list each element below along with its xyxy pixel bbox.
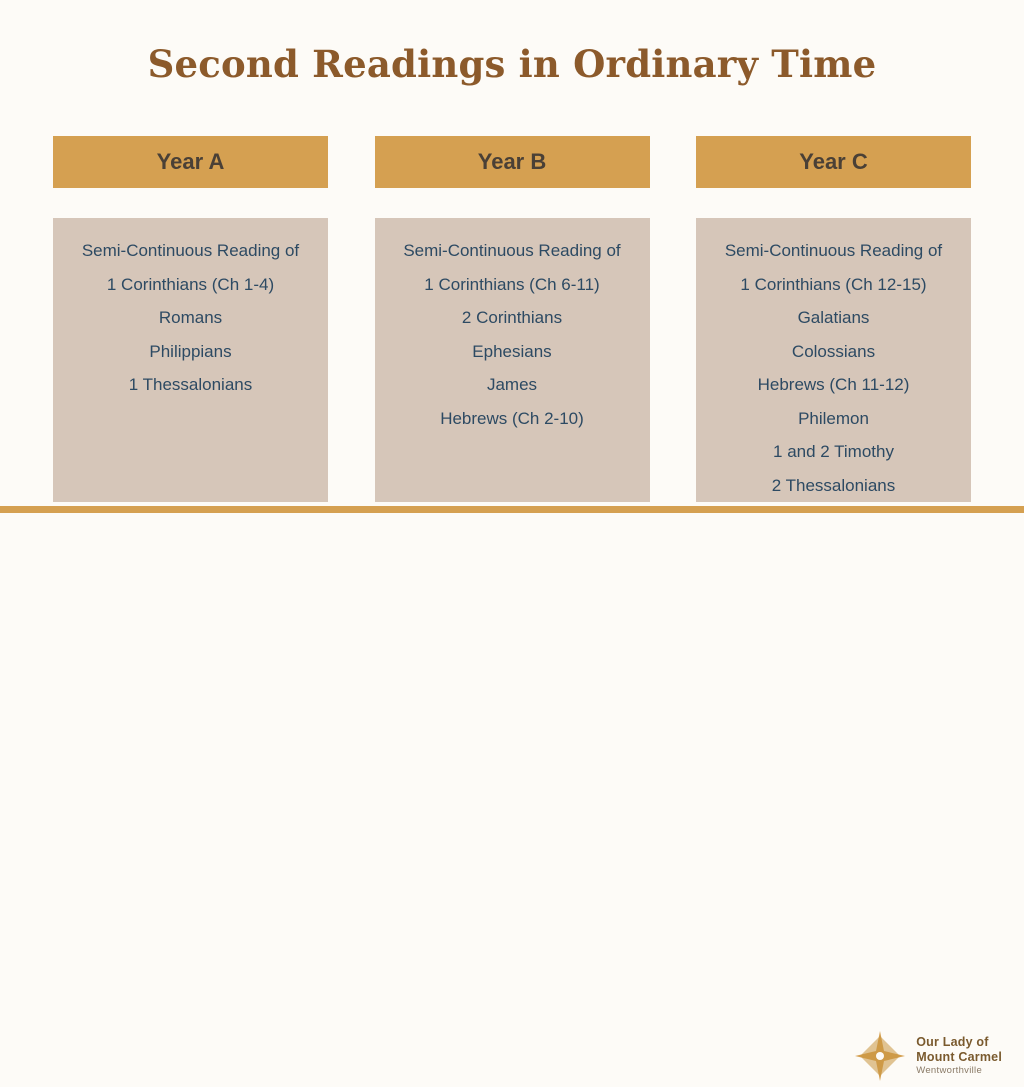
footer: [0, 513, 1024, 1076]
column-header-year-b: Year B: [375, 136, 650, 188]
list-item: 1 Corinthians (Ch 6-11): [424, 274, 600, 294]
list-item: Hebrews (Ch 11-12): [757, 375, 910, 394]
list-item: Galatians: [797, 308, 870, 327]
list-item: 1 and 2 Timothy: [773, 442, 894, 461]
list-item: Colossians: [791, 341, 876, 361]
list-item: Ephesians: [472, 341, 552, 361]
year-columns: [53, 136, 971, 502]
column-header-year-c: Year C: [696, 136, 971, 188]
eight-pointed-star-icon: [854, 1030, 906, 1082]
list-item: 1 Corinthians (Ch 12-15): [740, 274, 927, 294]
list-item: Hebrews (Ch 2-10): [440, 408, 584, 428]
column-year-b: [375, 136, 650, 502]
column-year-a: [53, 136, 328, 502]
list-item: Philemon: [798, 408, 869, 428]
logo-line-1: Our Lady of: [916, 1035, 989, 1050]
list-item: 1 Thessalonians: [128, 375, 253, 394]
logo-text: [916, 1035, 1002, 1077]
list-item: Semi-Continuous Reading of: [81, 241, 300, 260]
logo-line-3: Wentworthville: [916, 1064, 983, 1076]
list-item: Philippians: [149, 341, 232, 361]
footer-divider: [0, 506, 1024, 513]
logo-line-2: Mount Carmel: [916, 1049, 1002, 1064]
list-item: Romans: [158, 308, 223, 327]
column-body-year-c: [696, 218, 971, 502]
list-item: Semi-Continuous Reading of: [724, 241, 943, 260]
list-item: 2 Corinthians: [461, 308, 563, 327]
list-item: 2 Thessalonians: [771, 475, 896, 495]
logo: [854, 1030, 1002, 1082]
column-year-c: [696, 136, 971, 502]
list-item: 1 Corinthians (Ch 1-4): [106, 274, 275, 294]
column-body-year-a: [53, 218, 328, 502]
page-title: Second Readings in Ordinary Time: [147, 42, 877, 86]
column-body-year-b: [375, 218, 650, 502]
column-header-year-a: Year A: [53, 136, 328, 188]
list-item: Semi-Continuous Reading of: [403, 241, 621, 260]
list-item: James: [486, 375, 538, 394]
